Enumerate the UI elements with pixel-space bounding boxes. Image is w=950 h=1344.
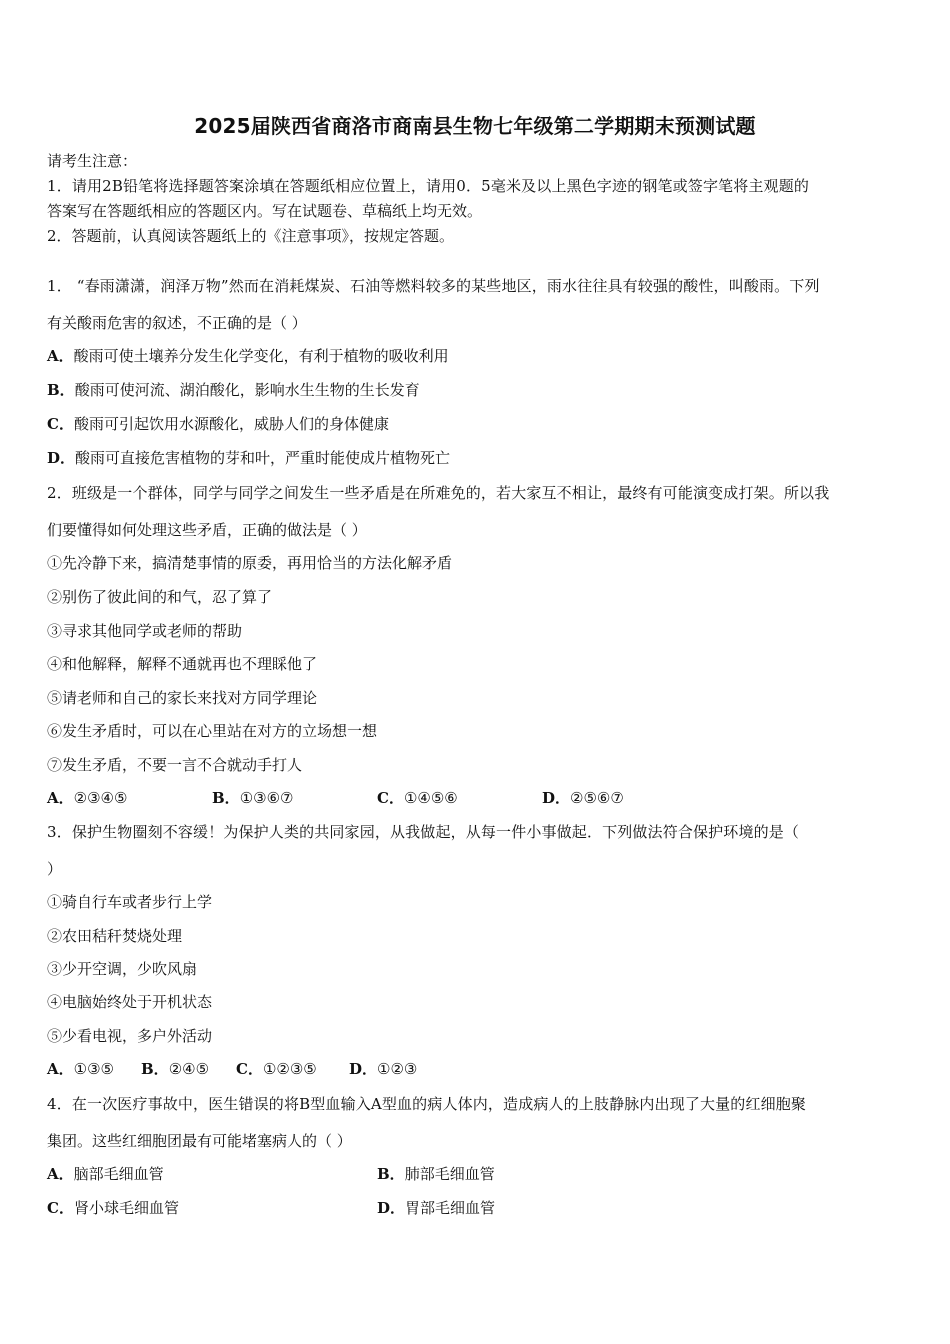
question-2-option-b xyxy=(212,788,293,808)
question-2-item: ⑥发生矛盾时，可以在心里站在对方的立场想一想 xyxy=(47,722,378,740)
question-3-item: ②农田秸秆焚烧处理 xyxy=(47,927,183,945)
option-key: A． xyxy=(47,347,74,365)
option-text: ①②③ xyxy=(377,1060,418,1078)
page-title: 2025届陕西省商洛市商南县生物七年级第二学期期末预测试题 xyxy=(194,114,756,138)
option-text: 脑部毛细血管 xyxy=(73,1165,164,1183)
question-3-option-c xyxy=(236,1059,317,1079)
question-4-option-a xyxy=(47,1164,164,1184)
option-key: C． xyxy=(377,789,404,807)
question-2-option-a xyxy=(47,788,127,808)
option-text: 肺部毛细血管 xyxy=(404,1165,495,1183)
option-key: B． xyxy=(212,789,240,807)
notice-line: 2．答题前，认真阅读答题纸上的《注意事项》，按规定答题。 xyxy=(47,227,455,245)
option-key: D． xyxy=(377,1199,406,1217)
option-key: D． xyxy=(542,789,571,807)
question-2-item: ④和他解释，解释不通就再也不理睬他了 xyxy=(47,655,318,673)
option-text: 酸雨可使土壤养分发生化学变化，有利于植物的吸收利用 xyxy=(73,347,449,365)
option-key: A． xyxy=(47,789,74,807)
question-2-item: ⑤请老师和自己的家长来找对方同学理论 xyxy=(47,689,318,707)
question-2-option-d xyxy=(542,788,624,808)
option-key: A． xyxy=(47,1060,74,1078)
option-key: D． xyxy=(349,1060,378,1078)
question-4-option-b xyxy=(377,1164,495,1184)
option-key: A． xyxy=(47,1165,74,1183)
question-2-stem: 们要懂得如何处理这些矛盾，正确的做法是（ ） xyxy=(47,521,367,539)
question-3-stem: 3．保护生物圈刻不容缓！为保护人类的共同家园，从我做起，从每一件小事做起．下列做法符合保护环境的是（ xyxy=(47,823,800,841)
question-3-stem: ） xyxy=(47,860,63,878)
question-1-option-d xyxy=(47,448,450,468)
question-2-item: ③寻求其他同学或老师的帮助 xyxy=(47,622,243,640)
option-text: ②③④⑤ xyxy=(73,789,128,807)
question-4-stem: 4．在一次医疗事故中，医生错误的将B型血输入A型血的病人体内，造成病人的上肢静脉内出现了大量的红细胞聚 xyxy=(47,1095,807,1113)
question-3-option-d xyxy=(349,1059,417,1079)
question-2-stem: 2．班级是一个群体，同学与同学之间发生一些矛盾是在所难免的，若大家互不相让，最终有可能演变成打架。所以我 xyxy=(47,484,830,502)
option-text: 酸雨可直接危害植物的芽和叶，严重时能使成片植物死亡 xyxy=(75,449,451,467)
option-text: 酸雨可引起饮用水源酸化，威胁人们的身体健康 xyxy=(73,415,389,433)
question-3-option-a xyxy=(47,1059,114,1079)
option-key: C． xyxy=(47,1199,74,1217)
option-text: ②⑤⑥⑦ xyxy=(570,789,624,807)
question-2-item: ②别伤了彼此间的和气，忍了算了 xyxy=(47,588,273,606)
notice-line: 1．请用2B铅笔将选择题答案涂填在答题纸相应位置上，请用0．5毫米及以上黑色字迹的钢笔或签字笔将主观题的 xyxy=(47,177,810,195)
question-2-option-c xyxy=(377,788,458,808)
option-key: B． xyxy=(47,381,75,399)
option-text: ①④⑤⑥ xyxy=(403,789,458,807)
question-3-item: ③少开空调，少吹风扇 xyxy=(47,960,198,978)
option-text: ①③⑤ xyxy=(73,1060,114,1078)
question-2-item: ⑦发生矛盾，不要一言不合就动手打人 xyxy=(47,756,303,774)
option-text: ①②③⑤ xyxy=(262,1060,317,1078)
question-4-option-d xyxy=(377,1198,495,1218)
question-1-option-a xyxy=(47,346,449,366)
question-3-option-b xyxy=(141,1059,209,1079)
option-key: C． xyxy=(236,1060,263,1078)
option-key: B． xyxy=(141,1060,169,1078)
option-key: C． xyxy=(47,415,74,433)
option-text: ①③⑥⑦ xyxy=(239,789,294,807)
notice-line: 答案写在答题纸相应的答题区内。写在试题卷、草稿纸上均无效。 xyxy=(47,202,483,220)
question-1-stem: 有关酸雨危害的叙述，不正确的是（ ） xyxy=(47,314,307,332)
question-4-stem: 集团。这些红细胞团最有可能堵塞病人的（ ） xyxy=(47,1132,352,1150)
question-3-item: ⑤少看电视，多户外活动 xyxy=(47,1027,213,1045)
question-1-stem: 1． “春雨潇潇，润泽万物”然而在消耗煤炭、石油等燃料较多的某些地区，雨水往往具有较强的酸性，叫酸雨。下列 xyxy=(47,277,820,295)
option-text: 肾小球毛细血管 xyxy=(73,1199,179,1217)
option-text: ②④⑤ xyxy=(168,1060,210,1078)
question-4-option-c xyxy=(47,1198,179,1218)
question-1-option-b xyxy=(47,380,420,400)
question-3-item: ④电脑始终处于开机状态 xyxy=(47,993,213,1011)
notice-heading: 请考生注意： xyxy=(47,152,138,170)
question-1-option-c xyxy=(47,414,389,434)
option-text: 胃部毛细血管 xyxy=(405,1199,496,1217)
option-text: 酸雨可使河流、湖泊酸化，影响水生生物的生长发育 xyxy=(74,381,420,399)
question-2-item: ①先冷静下来，搞清楚事情的原委，再用恰当的方法化解矛盾 xyxy=(47,554,453,572)
option-key: D． xyxy=(47,449,76,467)
question-3-item: ①骑自行车或者步行上学 xyxy=(47,893,213,911)
option-key: B． xyxy=(377,1165,405,1183)
